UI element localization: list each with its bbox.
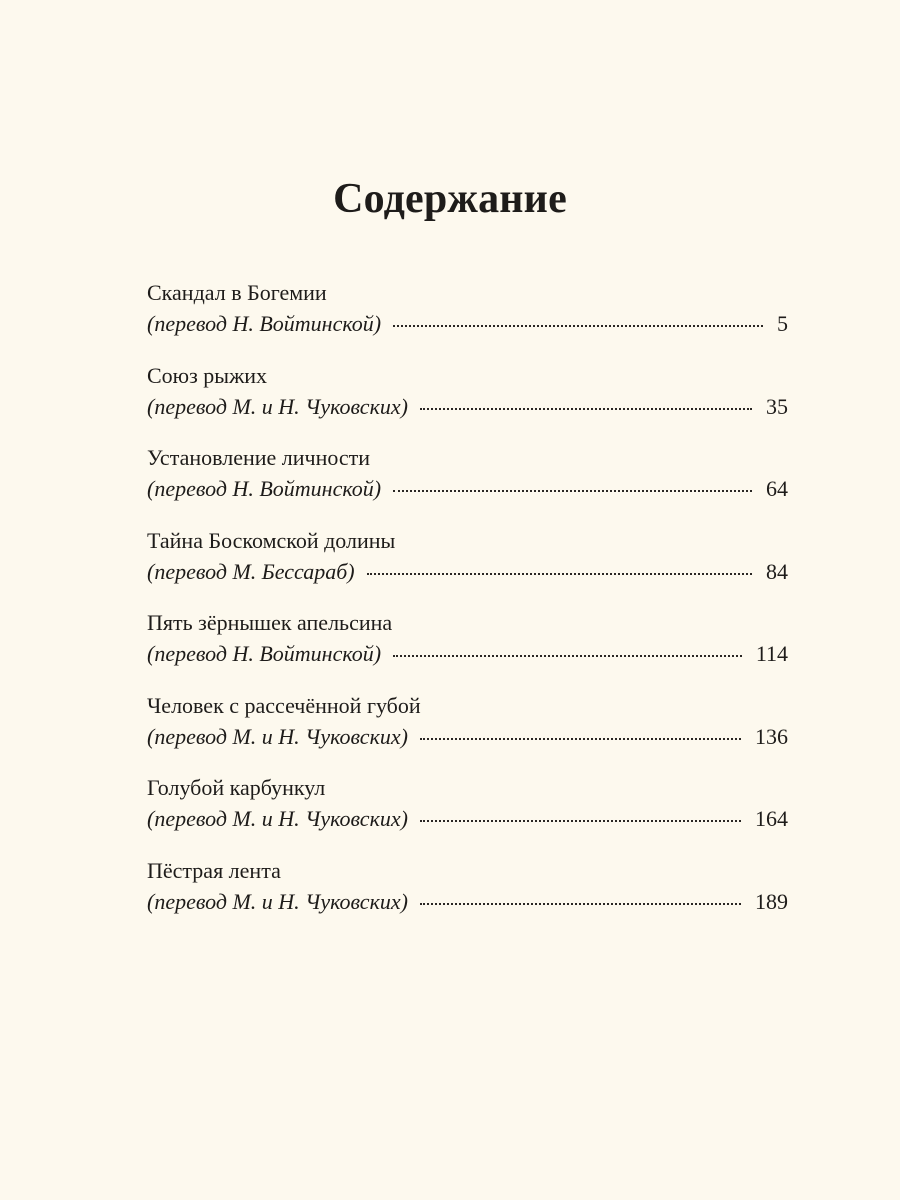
dot-leader [367,573,752,575]
toc-entry [147,278,788,361]
toc-entry [147,361,788,444]
dot-leader [420,903,741,905]
toc-leader-line [147,638,788,670]
toc-leader-line [147,391,788,423]
dot-leader [393,490,752,492]
translator-credit: (перевод М. Бессараб) [147,558,355,584]
translator-credit: (перевод М. и Н. Чуковских) [147,723,408,749]
page-number: 164 [755,806,788,831]
story-title: Скандал в Богемии [147,280,327,305]
dot-leader [420,408,752,410]
toc-leader-line [147,886,788,918]
dot-leader [420,820,741,822]
page-number: 35 [766,393,788,419]
story-title: Установление личности [147,445,371,470]
toc-entry [147,608,788,691]
story-title: Тайна Боскомской долины [147,527,396,553]
dot-leader [393,655,742,657]
toc-leader-line [147,308,788,340]
toc-entry [147,856,788,939]
translator-credit: (перевод М. и Н. Чуковских) [147,888,408,914]
story-title: Голубой карбункул [147,775,326,800]
story-title: Союз рыжих [147,362,268,388]
page-title: Содержание [333,176,567,222]
page-number: 5 [777,311,788,336]
page-number: 136 [755,723,788,749]
toc-entry [147,526,788,609]
dot-leader [420,738,741,740]
toc-entry [147,773,788,856]
page-number: 114 [755,641,788,666]
toc-leader-line [147,803,788,835]
toc-leader-line [147,721,788,753]
translator-credit: (перевод М. и Н. Чуковских) [147,393,408,419]
page-number: 189 [755,888,788,914]
translator-credit: (перевод М. и Н. Чуковских) [147,806,408,831]
table-of-contents [147,278,788,938]
translator-credit: (перевод Н. Войтинской) [147,311,382,336]
story-title: Пёстрая лента [147,857,281,883]
story-title: Пять зёрнышек апельсина [147,610,393,635]
story-title: Человек с рассечённой губой [147,692,421,718]
toc-leader-line [147,556,788,588]
toc-leader-line [147,473,788,505]
dot-leader [393,325,763,327]
page-number: 64 [766,476,788,501]
translator-credit: (перевод Н. Войтинской) [147,476,382,501]
toc-entry [147,443,788,526]
page-number: 84 [766,558,788,584]
toc-entry [147,691,788,774]
translator-credit: (перевод Н. Войтинской) [147,641,382,666]
